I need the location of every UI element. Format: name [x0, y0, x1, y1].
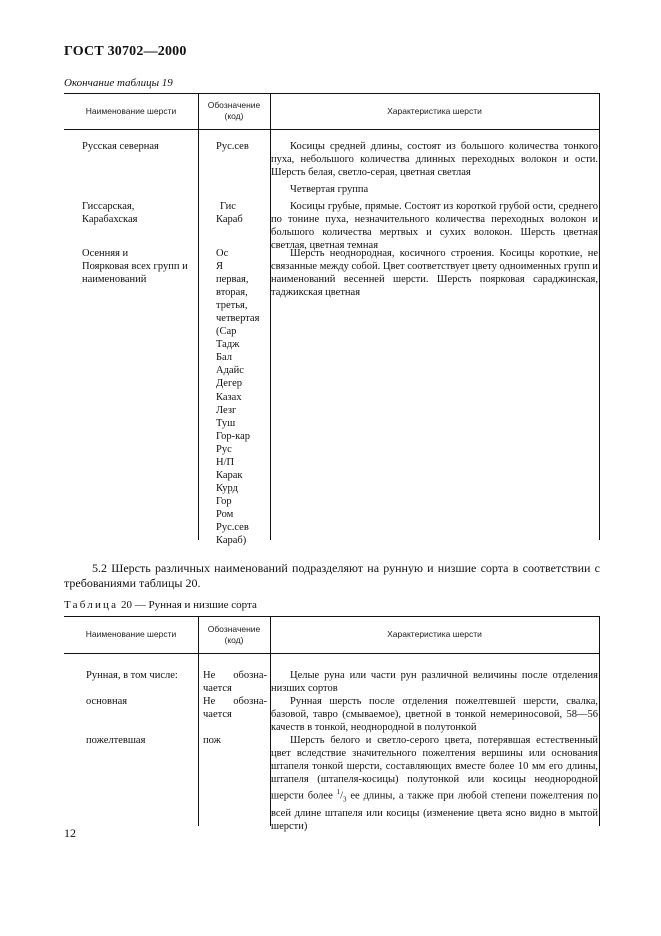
table19-caption: Окончание таблицы 19	[64, 77, 173, 89]
fraction-numerator: 1	[336, 788, 341, 796]
table20-row1-desc: Целые руна или части рун различной величины после отделения низших сортов	[271, 670, 598, 694]
table19-group-title: Четвертая группа	[290, 184, 369, 195]
document-header: ГОСТ 30702—2000	[64, 44, 187, 59]
table19-row1-code: Рус.сев	[216, 141, 249, 152]
table20-header-border	[64, 653, 600, 654]
table19-row2-name: Гиссарская, Карабахская	[82, 201, 138, 225]
table20-top-border	[64, 616, 600, 617]
table19-row2-desc: Косицы грубые, прямые. Состоят из короткой грубой ости, среднего по тонине пуха, незначительного количества переходных волокон и большого количества мертвых и сухих волокон. Шерсть цветная светлая, цветная темная	[271, 201, 598, 251]
table20-header-name: Наименование шерсти	[85, 629, 177, 639]
table19-row1-desc: Косицы средней длины, состоят из большого количества тонкого пуха, небольшого количества длинных переходных волокон и ости. Шерсть белая, светло-серая, цветная светлая	[271, 141, 598, 178]
table19-col-divider-1	[198, 93, 199, 540]
table20-right-border	[599, 616, 600, 826]
table19-header-name: Наименование шерсти	[85, 106, 177, 116]
paragraph-5-2: 5.2 Шерсть различных наименований подразделяют на рунную и низшие сорта в соответствии с требованиями таблицы 20.	[64, 561, 600, 590]
table19-row2-code-2: Караб	[216, 214, 243, 225]
table20-row1-name: Рунная, в том числе:	[86, 670, 178, 681]
table20-row2-code: Не обозна- чается	[203, 696, 267, 720]
table20-header-code: Обозначение (код)	[207, 624, 261, 645]
table19-right-border	[599, 93, 600, 540]
page-number: 12	[64, 826, 76, 840]
table20-caption: Таблица 20 — Рунная и низшие сорта	[64, 599, 257, 611]
table19-header-border	[64, 129, 600, 130]
table19-top-border	[64, 93, 600, 94]
table20-row2-name: основная	[86, 696, 128, 707]
table19-header-description: Характеристика шерсти	[387, 106, 482, 116]
table19-row3-name: Осенняя и Поярковая всех групп и наименований	[82, 248, 188, 285]
table20-row1-code: Не обозна- чается	[203, 670, 267, 694]
table19-row3-desc: Шерсть неоднородная, косичного строения. Косицы короткие, не связанные между собой. Цвет соответствует цвету одноименных групп и наименований весенней шерсти. Шерсть поярковая сараджинская, таджикская цветная	[271, 248, 598, 298]
table19-header-code: Обозначение (код)	[207, 100, 261, 121]
table20-header-description: Характеристика шерсти	[387, 629, 482, 639]
table20-row3-name: пожелтевшая	[86, 735, 146, 746]
table20-row3-code: пож	[203, 735, 221, 746]
table20-col-divider-1	[198, 616, 199, 826]
fraction-denominator: 3	[343, 795, 347, 804]
table20-row3-desc: Шерсть белого и светло-серого цвета, потерявшая естественный цвет вследствие значительного пожелтения вершины или основания штапеля тонкой шерсти, составляющих вместе более 10 мм его длины, штапеля (штапеля-косицы) полутонкой или косицы неоднородной шерсти более $^1/_3$ ее длины, а также при любой степени пожелтения по всей длине штапеля или косицы (изменение цвета ясно видно в мытой шерсти)	[271, 735, 599, 832]
table19-row2-code: Гис	[220, 201, 236, 212]
table20-row2-desc: Рунная шерсть после отделения пожелтевшей шерсти, свалка, базовой, тавро (смываемое), цветной в тонкой немериносовой, 58—56 качеств в тонкой, неоднородной в полутонкой	[271, 696, 598, 733]
table19-row3-codes: Ос Я первая, вторая, третья, четвертая (Сар Тадж Бал Адайс Дегер Казах Лезг Туш Гор-кар Рус Н/П Карак Курд Гор Ром Рус.сев Караб)	[216, 248, 260, 547]
table19-row1-name: Русская северная	[82, 141, 159, 152]
